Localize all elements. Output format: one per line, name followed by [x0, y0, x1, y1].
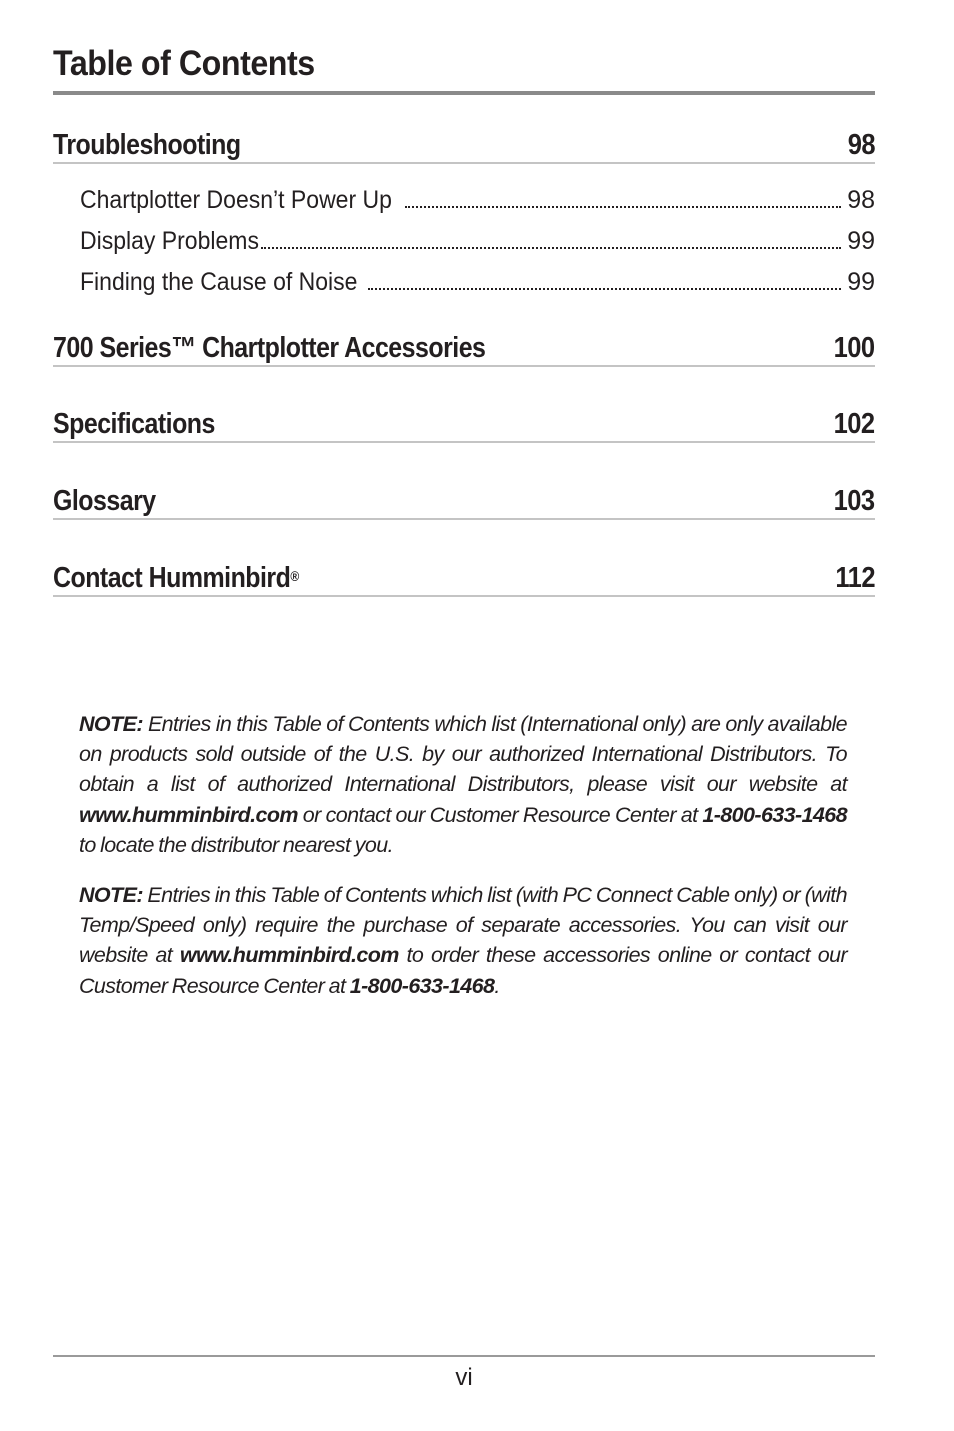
toc-section-label: Troubleshooting	[53, 129, 241, 161]
toc-entry-list	[53, 174, 875, 297]
toc-section-heading[interactable]	[53, 559, 875, 597]
toc-entry-label: Chartplotter Doesn’t Power Up	[80, 186, 392, 214]
phone-number: 1-800-633-1468	[702, 802, 847, 827]
toc-section-page: 102	[833, 408, 875, 440]
note-lead: NOTE:	[79, 712, 143, 736]
toc-section-label-wrap	[53, 561, 299, 595]
dot-leader	[405, 205, 841, 208]
footer-rule	[53, 1355, 875, 1357]
note-text: Entries in this Table of Contents which list (International only) are only available on products sold outside of the U.S. by our authorized International Distributors. To obtain a list of authorized International Distributors, please visit our website at	[79, 712, 847, 797]
toc-section-label: Glossary	[53, 485, 156, 517]
toc-entry[interactable]	[53, 174, 875, 215]
note-accessories	[79, 880, 847, 1001]
toc-section-glossary[interactable]	[53, 482, 875, 520]
toc-section-page: 100	[833, 332, 875, 364]
website-link[interactable]: www.humminbird.com	[79, 802, 298, 827]
toc-section-heading[interactable]	[53, 482, 875, 520]
toc-section-troubleshooting[interactable]	[53, 126, 875, 297]
note-text: to locate the distributor nearest you.	[79, 832, 394, 857]
notes-block	[79, 709, 847, 1021]
note-text: Entries in this Table of Contents which list (with PC Connect Cable only) or (with Temp/Speed only) require the purchase of separate accessories. You can visit our website at	[79, 883, 847, 968]
dot-leader	[368, 287, 842, 290]
phone-number: 1-800-633-1468	[349, 973, 495, 998]
toc-section-page: 98	[847, 129, 875, 161]
title-rule	[53, 91, 875, 95]
toc-entry-label: Display Problems	[80, 227, 259, 255]
toc-section-heading[interactable]	[53, 329, 875, 367]
toc-entry-label: Finding the Cause of Noise	[80, 268, 358, 296]
toc-entry-page: 99	[847, 227, 875, 255]
toc-section-specifications[interactable]	[53, 405, 875, 443]
toc-entry[interactable]	[53, 256, 875, 297]
toc-section-heading[interactable]	[53, 126, 875, 164]
website-link[interactable]: www.humminbird.com	[179, 943, 399, 968]
registered-mark: ®	[290, 568, 299, 584]
toc-section-accessories[interactable]	[53, 329, 875, 367]
toc-entry-page: 99	[847, 268, 875, 296]
note-text: to order these accessories online or contact our Customer Resource Center at	[79, 943, 847, 998]
toc-section-page: 112	[835, 562, 875, 594]
toc-section-label: Specifications	[53, 408, 215, 440]
note-international	[79, 709, 847, 860]
toc-section-label: Contact Humminbird	[53, 562, 291, 594]
note-text: or contact our Customer Resource Center at	[297, 802, 703, 827]
note-lead: NOTE:	[79, 883, 143, 908]
toc-section-page: 103	[833, 485, 875, 517]
toc-section-contact[interactable]	[53, 559, 875, 597]
note-text: .	[494, 973, 500, 998]
page-title: Table of Contents	[53, 44, 315, 83]
toc-section-heading[interactable]	[53, 405, 875, 443]
toc-section-label: 700 Series™ Chartplotter Accessories	[53, 332, 486, 364]
toc-entry-page: 98	[847, 186, 875, 214]
dot-leader	[261, 246, 842, 249]
toc-entry[interactable]	[53, 215, 875, 256]
page-number: vi	[455, 1364, 473, 1391]
